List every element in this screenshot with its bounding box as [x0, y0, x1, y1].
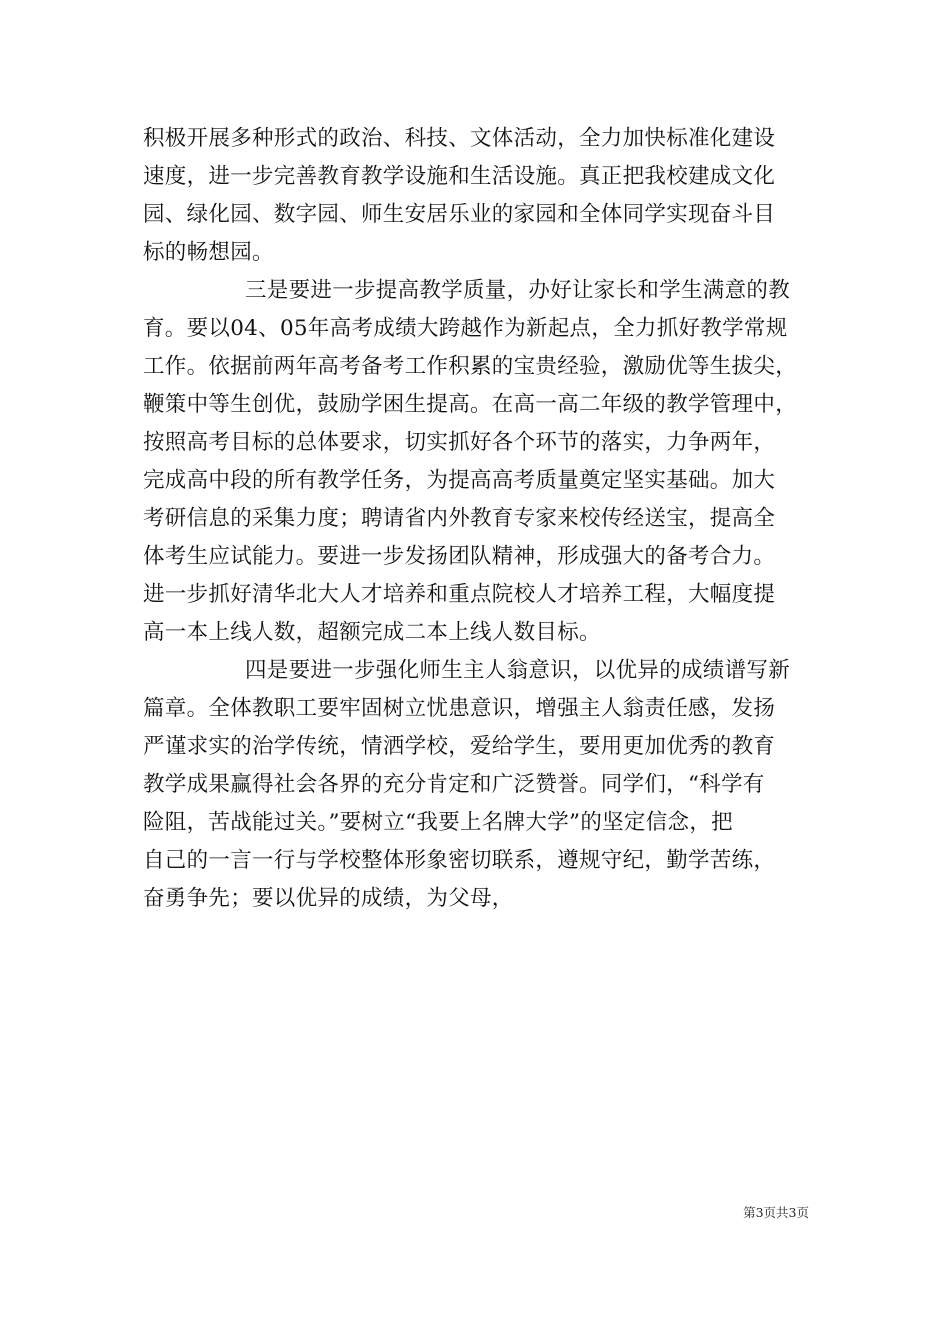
- text-line: 篇章。全体教职工要牢固树立忧患意识，增强主人翁责任感，发扬: [143, 696, 776, 721]
- text-line: 奋勇争先；要以优异的成绩，为父母，: [143, 886, 514, 911]
- text-line: 高一本上线人数，超额完成二本上线人数目标。: [143, 620, 601, 645]
- text-line: 自己的一言一行与学校整体形象密切联系，遵规守纪，勤学苦练，: [143, 848, 776, 873]
- body-text: [143, 120, 823, 918]
- text-line: 险阻，苦战能过关。”要树立“我要上名牌大学”的坚定信念，把: [143, 810, 733, 835]
- text-line: 园、绿化园、数字园、师生安居乐业的家园和全体同学实现奋斗目: [143, 202, 776, 227]
- text-line: 进一步抓好清华北大人才培养和重点院校人才培养工程，大幅度提: [143, 582, 776, 607]
- text-line: 鞭策中等生创优，鼓励学困生提高。在高一高二年级的教学管理中，: [143, 392, 798, 417]
- text-line: 考研信息的采集力度；聘请省内外教育专家来校传经送宝，提高全: [143, 506, 776, 531]
- text-line: 三是要进一步提高教学质量，办好让家长和学生满意的教: [245, 278, 791, 303]
- text-line: 严谨求实的治学传统，情洒学校，爱给学生，要用更加优秀的教育: [143, 734, 776, 759]
- text-line: 育。要以04、05年高考成绩大跨越作为新起点，全力抓好教学常规: [143, 316, 788, 341]
- text-line: 工作。依据前两年高考备考工作积累的宝贵经验，激励优等生拔尖，: [143, 354, 798, 379]
- text-line: 教学成果赢得社会各界的充分肯定和广泛赞誉。同学们，“科学有: [143, 772, 765, 797]
- text-line: 标的畅想园。: [143, 240, 274, 265]
- text-line: 按照高考目标的总体要求，切实抓好各个环节的落实，力争两年，: [143, 430, 776, 455]
- text-line: 速度，进一步完善教育教学设施和生活设施。真正把我校建成文化: [143, 164, 776, 189]
- page-footer: 第3页共3页: [743, 1205, 809, 1220]
- text-line: 积极开展多种形式的政治、科技、文体活动，全力加快标准化建设: [143, 126, 776, 151]
- text-line: 体考生应试能力。要进一步发扬团队精神，形成强大的备考合力。: [143, 544, 776, 569]
- text-line: 四是要进一步强化师生主人翁意识，以优异的成绩谱写新: [245, 658, 791, 683]
- text-line: 完成高中段的所有教学任务，为提高高考质量奠定坚实基础。加大: [143, 468, 776, 493]
